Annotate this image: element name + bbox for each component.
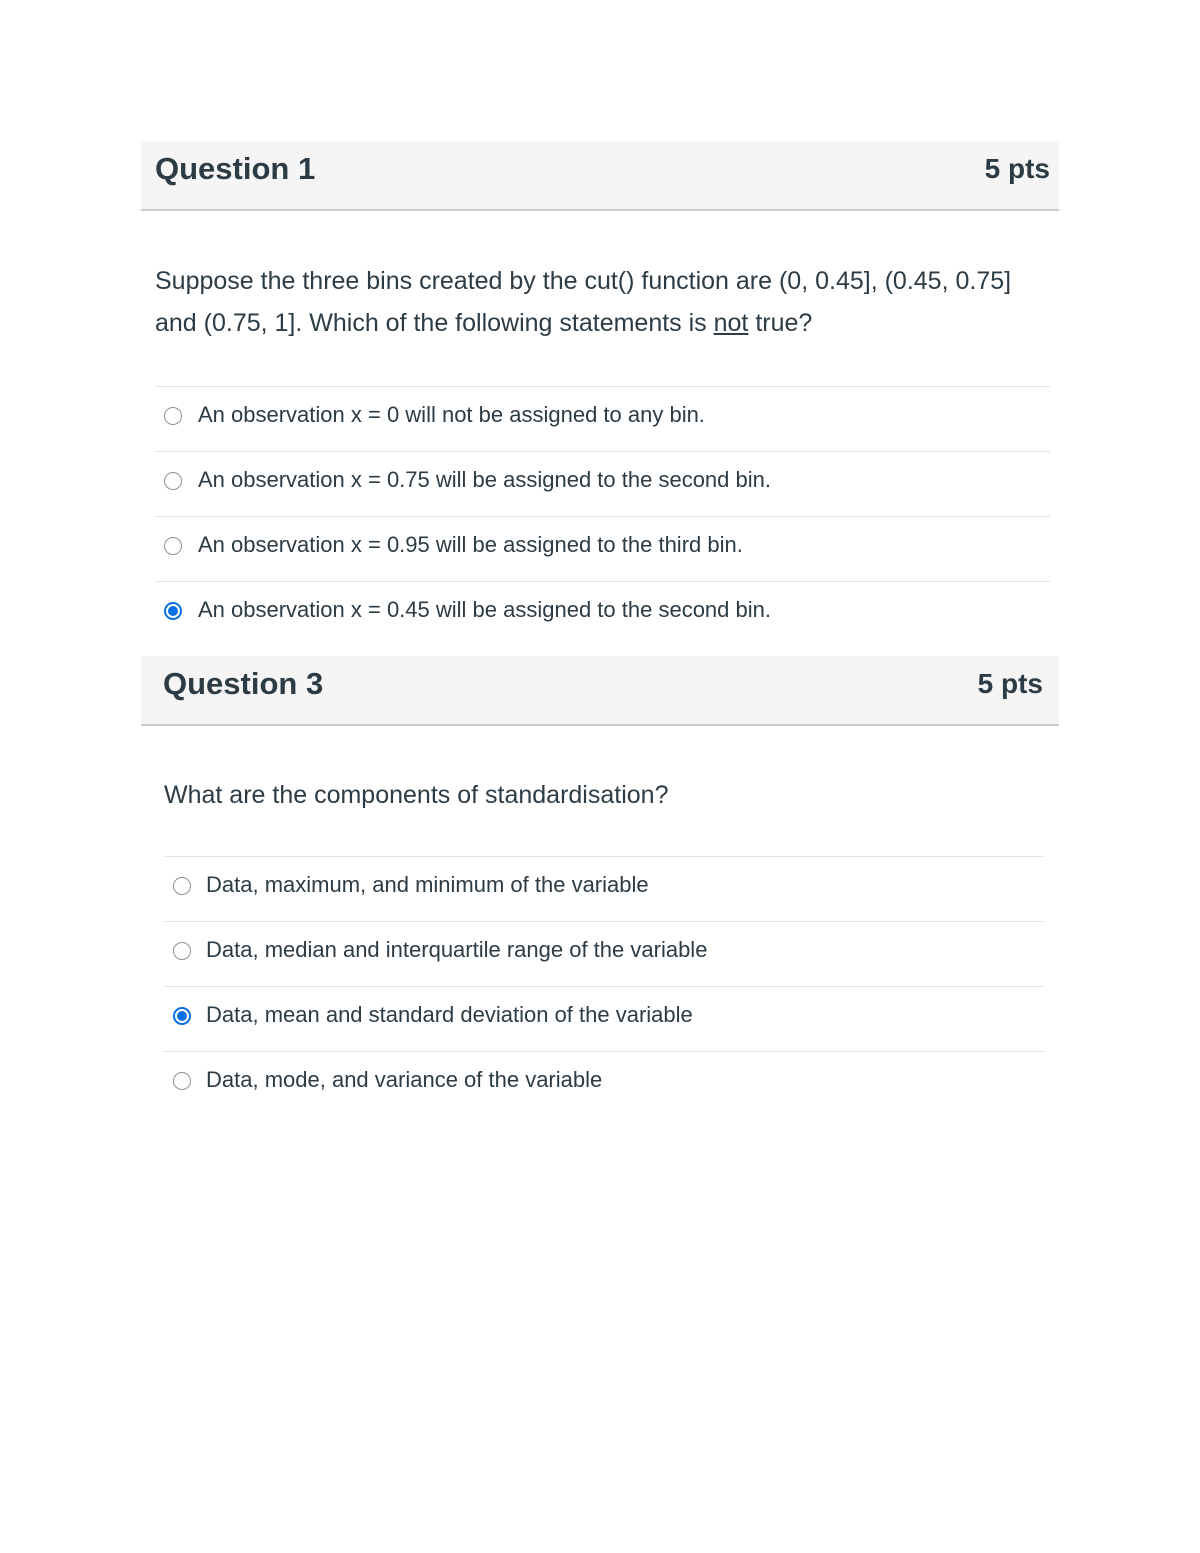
- answer-option[interactable]: [155, 451, 1050, 516]
- radio-button[interactable]: [164, 537, 182, 555]
- answer-option[interactable]: [164, 921, 1044, 986]
- answer-label: An observation x = 0.95 will be assigned to the third bin.: [198, 532, 743, 557]
- question-points: 5 pts: [984, 153, 1050, 184]
- question-3-answers: [164, 856, 1044, 1116]
- question-3-header: [141, 656, 1059, 726]
- answer-option[interactable]: [164, 856, 1044, 921]
- radio-button-selected[interactable]: [164, 602, 182, 620]
- answer-label: An observation x = 0.45 will be assigned to the second bin.: [198, 597, 771, 622]
- radio-button[interactable]: [173, 1072, 191, 1090]
- radio-button[interactable]: [173, 942, 191, 960]
- answer-option[interactable]: [164, 1051, 1044, 1116]
- answer-option[interactable]: [155, 386, 1050, 451]
- radio-button[interactable]: [164, 407, 182, 425]
- question-1-text: [155, 260, 1045, 344]
- radio-button-selected[interactable]: [173, 1007, 191, 1025]
- question-title: Question 3: [163, 666, 324, 701]
- question-points: 5 pts: [977, 668, 1043, 699]
- answer-label: Data, mode, and variance of the variable: [206, 1067, 603, 1092]
- answer-label: Data, median and interquartile range of the variable: [206, 937, 708, 962]
- question-title: Question 1: [155, 151, 316, 186]
- radio-button[interactable]: [164, 472, 182, 490]
- answer-option[interactable]: [155, 516, 1050, 581]
- question-text-part: Suppose the three bins created by the cut() function are (0, 0.45], (0.45, 0.75] and (0.75, 1]. Which of the following statements is: [155, 267, 1012, 337]
- question-3-text: What are the components of standardisation?: [164, 781, 669, 809]
- answer-label: Data, mean and standard deviation of the variable: [206, 1002, 693, 1027]
- answer-option[interactable]: [164, 986, 1044, 1051]
- question-1-answers: [155, 386, 1050, 646]
- question-text-emphasis: not: [713, 309, 749, 337]
- answer-label: An observation x = 0 will not be assigned to any bin.: [198, 402, 705, 427]
- answer-label: Data, maximum, and minimum of the variable: [206, 872, 649, 897]
- question-text-part: true?: [748, 309, 813, 337]
- answer-option[interactable]: [155, 581, 1050, 646]
- question-1-header: [141, 141, 1059, 211]
- radio-button[interactable]: [173, 877, 191, 895]
- answer-label: An observation x = 0.75 will be assigned to the second bin.: [198, 467, 771, 492]
